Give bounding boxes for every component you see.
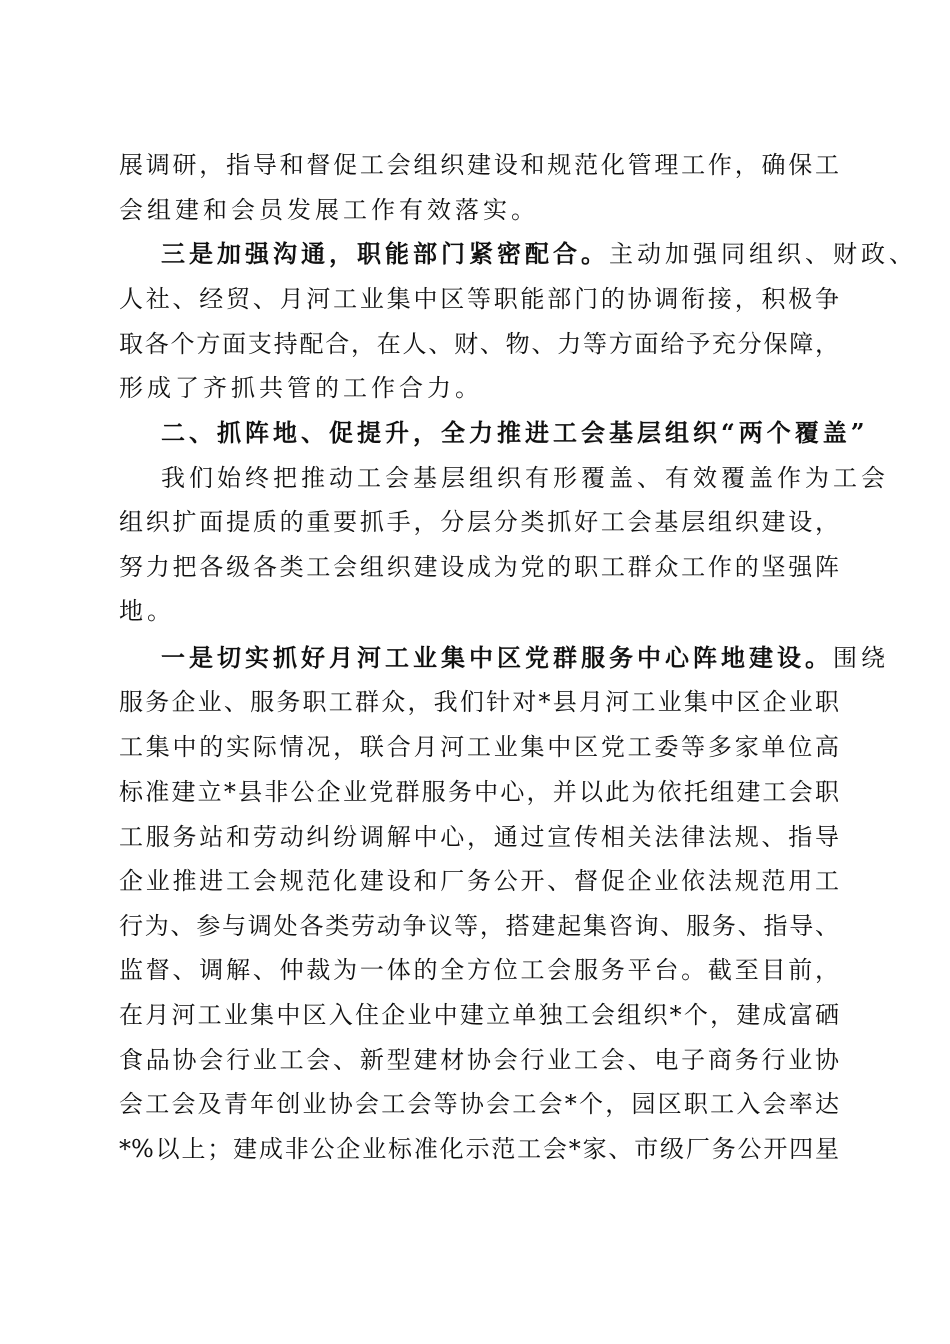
point-body: 主动加强同组织、财政、 [609, 240, 917, 268]
paragraph-line: 工服务站和劳动纠纷调解中心，通过宣传相关法律法规、指导 [119, 823, 839, 851]
paragraph-line: 在月河工业集中区入住企业中建立单独工会组织*个，建成富硒 [119, 1001, 839, 1029]
section-heading: 二、抓阵地、促提升，全力推进工会基层组织“两个覆盖” [161, 418, 869, 447]
paragraph-line [161, 236, 917, 272]
paragraph-line: 形成了齐抓共管的工作合力。 [119, 374, 483, 402]
paragraph-line: 行为、参与调处各类劳动争议等，搭建起集咨询、服务、指导、 [119, 912, 839, 940]
paragraph-line: 组织扩面提质的重要抓手，分层分类抓好工会基层组织建设， [119, 508, 839, 536]
paragraph-line: 展调研，指导和督促工会组织建设和规范化管理工作，确保工 [119, 151, 839, 179]
paragraph-line: *%以上；建成非公企业标准化示范工会*家、市级厂务公开四星 [119, 1135, 839, 1163]
paragraph-line: 人社、经贸、月河工业集中区等职能部门的协调衔接，积极争 [119, 285, 839, 313]
paragraph-line: 取各个方面支持配合，在人、财、物、力等方面给予充分保障， [119, 330, 839, 358]
paragraph-line: 监督、调解、仲裁为一体的全方位工会服务平台。截至目前， [119, 956, 839, 984]
paragraph-line: 企业推进工会规范化建设和厂务公开、督促企业依法规范用工 [119, 867, 839, 895]
paragraph-line: 会组建和会员发展工作有效落实。 [119, 196, 539, 224]
paragraph-line: 地。 [119, 597, 175, 625]
paragraph-line: 食品协会行业工会、新型建材协会行业工会、电子商务行业协 [119, 1046, 839, 1074]
point-heading: 一是切实抓好月河工业集中区党群服务中心阵地建设。 [161, 643, 833, 672]
paragraph-line: 努力把各级各类工会组织建设成为党的职工群众工作的坚强阵 [119, 553, 839, 581]
paragraph-line: 工集中的实际情况，联合月河工业集中区党工委等多家单位高 [119, 733, 839, 761]
point-heading: 三是加强沟通，职能部门紧密配合。 [161, 239, 609, 268]
paragraph-line: 标准建立*县非公企业党群服务中心，并以此为依托组建工会职 [119, 778, 839, 806]
paragraph-line: 我们始终把推动工会基层组织有形覆盖、有效覆盖作为工会 [161, 464, 889, 492]
point-body: 围绕 [833, 644, 889, 672]
paragraph-line [161, 640, 889, 676]
paragraph-line: 会工会及青年创业协会工会等协会工会*个，园区职工入会率达 [119, 1090, 839, 1118]
paragraph-line: 服务企业、服务职工群众，我们针对*县月河工业集中区企业职 [119, 688, 839, 716]
